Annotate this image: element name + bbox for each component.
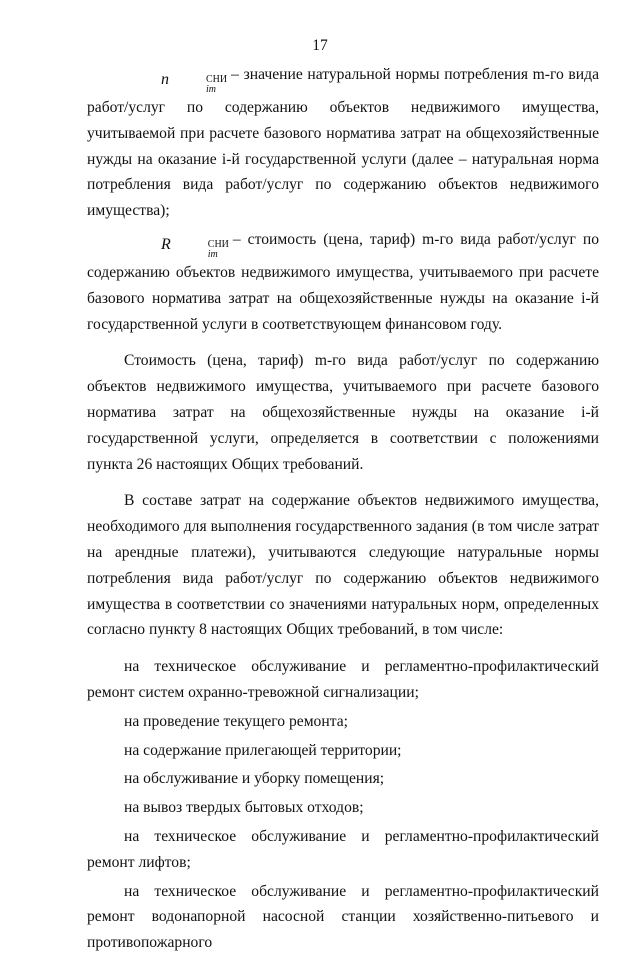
- formula-n-script: [169, 75, 227, 95]
- list-item: на обслуживание и уборку помещения;: [124, 770, 385, 788]
- paragraph-composition: В составе затрат на содержание объектов недвижимого имущества, необходимого для выполнения государственного задания (в том числе затрат на арендные платежи), учитываются следующие натуральные нормы потребления вида работ/услуг по содержанию объектов недвижимого имущества в соответствии со значениями натуральных норм, определенных согласно пункту 8 настоящих Общих требований, в том числе:: [87, 492, 599, 639]
- formula-n-sni: [124, 72, 227, 95]
- formula-r-script: [171, 240, 229, 260]
- formula-r-sni: [124, 237, 229, 260]
- list-item: на проведение текущего ремонта;: [124, 712, 348, 730]
- formula-n-superscript: СНИ: [206, 74, 228, 85]
- paragraph-n-definition: [87, 62, 599, 224]
- formula-n-subscript: im: [206, 84, 216, 95]
- formula-r-subscript: im: [207, 248, 218, 260]
- paragraph-cost: Стоимость (цена, тариф) m-го вида работ/услуг по содержанию объектов недвижимого имущества, учитываемого при расчете базового норматива затрат на общехозяйственные нужды на оказание i-й государственной услуги, определяется в соответствии с положениями пункта 26 настоящих Общих требований.: [87, 352, 599, 473]
- formula-n-variable: n: [161, 71, 169, 88]
- list-item: на техническое обслуживание и регламентно-профилактический ремонт водонапорной насосной станции хозяйственно-питьевого и противопожарного: [87, 882, 599, 952]
- formula-r-superscript: СНИ: [207, 238, 229, 250]
- list-item: на вывоз твердых бытовых отходов;: [124, 799, 364, 817]
- list-item: на техническое обслуживание и регламентно-профилактический ремонт лифтов;: [87, 827, 599, 871]
- paragraph-r-definition: [87, 227, 599, 337]
- document-body: [87, 62, 599, 956]
- paragraph-r-text: – стоимость (цена, тариф) m-го вида работ/услуг по содержанию объектов недвижимого имущества, учитываемого при расчете базового норматива затрат на общехозяйственные нужды на оказание i-й государственной услуги в соответствующем финансовом году.: [87, 230, 599, 333]
- paragraph-n-text: – значение натуральной нормы потребления m-го вида работ/услуг по содержанию объектов недвижимого имущества, учитываемой при расчете базового норматива затрат на общехозяйственные нужды на оказание i-й государственной услуги (далее – натуральная норма потребления вида работ/услуг по содержанию объектов недвижимого имущества);: [87, 66, 599, 220]
- page-number: 17: [312, 37, 328, 54]
- list-item: на содержание прилегающей территории;: [124, 741, 402, 759]
- list-item: на техническое обслуживание и регламентно-профилактический ремонт систем охранно-тревожной сигнализации;: [87, 658, 599, 701]
- formula-r-variable: R: [161, 235, 171, 253]
